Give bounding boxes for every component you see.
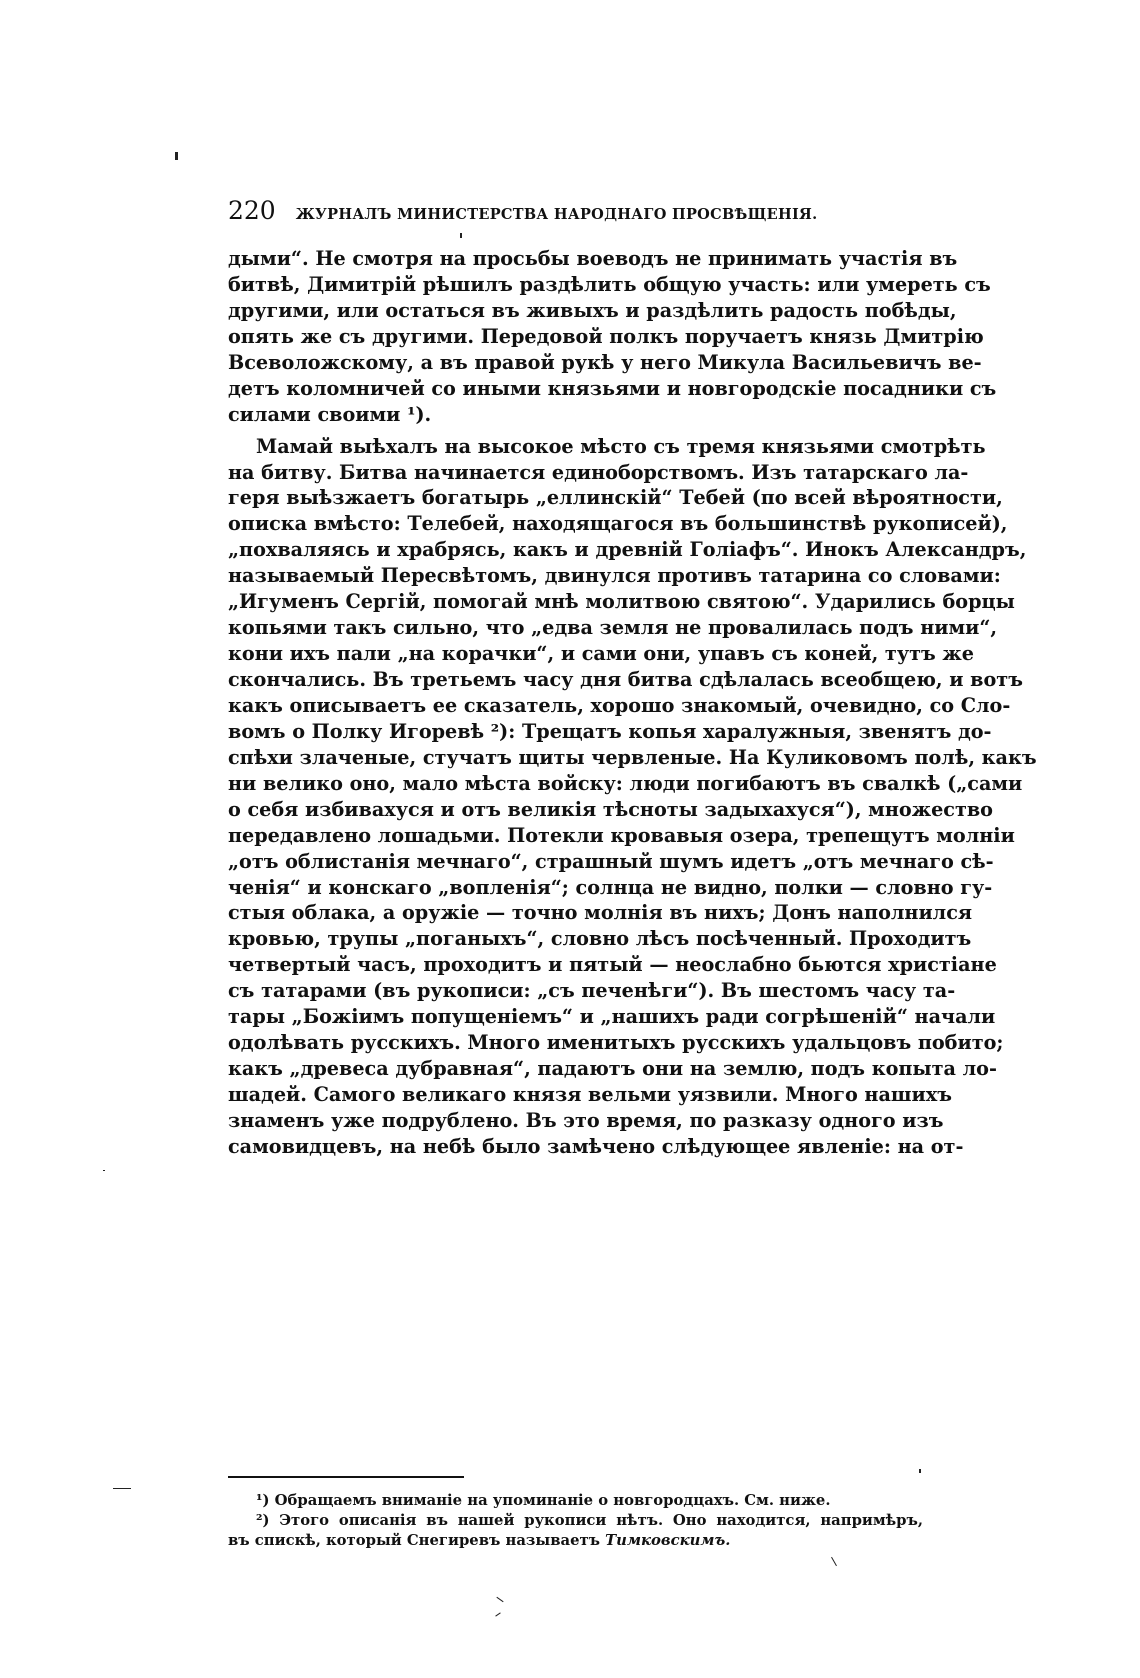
text-line: дыми“. Не смотря на просьбы воеводъ не принимать участія въ	[228, 247, 958, 270]
footnote-2-line-1: ²) Этого описанія въ нашей рукописи нѣтъ. Оно находится, напримѣръ,	[256, 1512, 923, 1529]
text-line: кони ихъ пали „на корачки“, и сами они, упавъ съ коней, тутъ же	[228, 642, 974, 666]
page-number: 220	[228, 196, 276, 225]
text-line: Мамай выѣхалъ на высокое мѣсто съ тремя князьями смотрѣть	[256, 434, 986, 458]
text-line: ченія“ и конскаго „вопленія“; солнца не видно, полки — словно гу-	[228, 875, 993, 899]
text-line: описка вмѣсто: Телебей, находящагося въ большинствѣ рукописей),	[228, 512, 1008, 536]
text-line: знаменъ уже подрублено. Въ это время, по разказу одного изъ	[228, 1108, 944, 1132]
footnote-2-line-2	[228, 1531, 923, 1551]
speck	[460, 233, 462, 238]
text-line: силами своими ¹).	[228, 402, 432, 426]
text-line: битвѣ, Димитрій рѣшилъ раздѣлить общую участь: или умереть съ	[228, 272, 991, 296]
text-line: опять же съ другими. Передовой полкъ поручаетъ князь Дмитрію	[228, 324, 984, 348]
text-line: скончались. Въ третьемъ часу дня битва сдѣлалась всеобщею, и вотъ	[228, 668, 1023, 691]
footnote-2-italic-title: Тимковскимъ.	[605, 1532, 731, 1549]
speck	[103, 1170, 105, 1171]
footnotes	[228, 1491, 923, 1551]
text-line: тары „Божіимъ попущеніемъ“ и „нашихъ ради согрѣшеній“ начали	[228, 1005, 996, 1029]
text-line: детъ коломничей со иными князьями и новгородскіе посадники съ	[228, 376, 997, 400]
speck	[113, 1488, 131, 1489]
footnote-1: ¹) Обращаемъ вниманіе на упоминаніе о новгородцахъ. См. ниже.	[256, 1492, 831, 1509]
text-line: съ татарами (въ рукописи: „съ печенѣги“). Въ шестомъ часу та-	[228, 979, 956, 1003]
text-line: стыя облака, а оружіе — точно молнія въ нихъ; Донъ наполнился	[228, 901, 973, 925]
text-line: кровью, трупы „поганыхъ“, словно лѣсъ посѣченный. Проходитъ	[228, 927, 972, 951]
text-line: на битву. Битва начинается единоборствомъ. Изъ татарскаго ла-	[228, 460, 969, 484]
text-line: спѣхи злаченые, стучатъ щиты червленые. На Куликовомъ полѣ, какъ	[228, 745, 1037, 769]
text-line: называемый Пересвѣтомъ, двинулся противъ татарина со словами:	[228, 564, 1001, 588]
footnote-divider	[228, 1476, 464, 1478]
main-text	[228, 246, 1037, 1160]
text-line: четвертый часъ, проходитъ и пятый — неослабно бьются христіане	[228, 953, 997, 977]
text-line: „Игуменъ Сергій, помогай мнѣ молитвою святою“. Ударились борцы	[228, 590, 1015, 614]
text-line: какъ „древеса дубравная“, падаютъ они на землю, подъ копыта ло-	[228, 1057, 997, 1081]
footnote-2-text: въ спискѣ, который Снегиревъ называетъ	[228, 1532, 601, 1549]
speck	[496, 1597, 503, 1602]
text-line: передавлено лошадьми. Потекли кровавыя озера, трепещутъ молніи	[228, 823, 1015, 847]
text-line: какъ описываетъ ее сказатель, хорошо знакомый, очевидно, со Сло-	[228, 693, 1011, 717]
text-line: геря выѣзжаетъ богатырь „еллинскій“ Тебей (по всей вѣроятности,	[228, 486, 1003, 510]
text-line: Всеволожскому, а въ правой рукѣ у него Микула Васильевичъ ве-	[228, 350, 982, 374]
speck	[495, 1612, 500, 1616]
text-line: самовидцевъ, на небѣ было замѣчено слѣдующее явленіе: на от-	[228, 1134, 964, 1158]
text-line: вомъ о Полку Игоревѣ ²): Трещатъ копья харалужныя, звенятъ до-	[228, 719, 992, 743]
running-head: ЖУРНАЛЪ МИНИСТЕРСТВА НАРОДНАГО ПРОСВѢЩЕНІЯ.	[295, 206, 818, 223]
speck	[831, 1557, 837, 1566]
text-line: ни велико оно, мало мѣста войску: люди погибаютъ въ свалкѣ („сами	[228, 771, 1023, 795]
page-header	[228, 196, 918, 225]
text-line: копьями такъ сильно, что „едва земля не провалилась подъ ними“,	[228, 616, 998, 640]
paragraph-1	[228, 246, 997, 428]
speck	[919, 1469, 921, 1473]
speck	[175, 152, 178, 160]
text-line: одолѣвать русскихъ. Много именитыхъ русскихъ удальцовъ побито;	[228, 1031, 1004, 1055]
paragraph-2	[228, 434, 1037, 1160]
text-line: о себя избивахуся и отъ великія тѣсноты задыхахуся“), множество	[228, 797, 993, 821]
text-line: шадей. Самого великаго князя вельми уязвили. Много нашихъ	[228, 1083, 952, 1106]
text-line: „похваляясь и храбрясь, какъ и древній Голіафъ“. Инокъ Александръ,	[228, 538, 1027, 562]
text-line: другими, или остаться въ живыхъ и раздѣлить радость побѣды,	[228, 298, 957, 322]
text-line: „отъ облистанія мечнаго“, страшный шумъ идетъ „отъ мечнаго сѣ-	[228, 849, 994, 873]
